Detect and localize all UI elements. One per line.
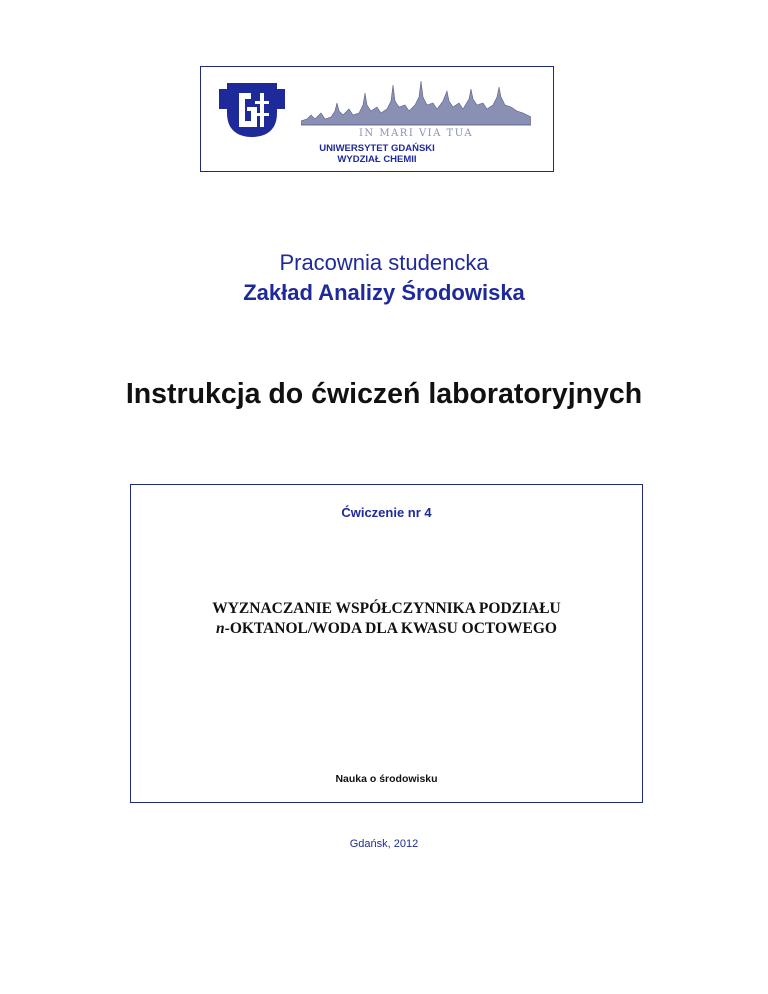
university-name: UNIWERSYTET GDAŃSKI [319, 143, 435, 154]
exercise-box [130, 484, 643, 803]
exercise-title-line2 [131, 619, 642, 639]
document-title: Instrukcja do ćwiczeń laboratoryjnych [125, 378, 643, 410]
course-name: Nauka o środowisku [335, 773, 438, 785]
faculty-name: WYDZIAŁ CHEMII [337, 154, 417, 165]
exercise-title [131, 599, 642, 639]
exercise-title-n: n [216, 620, 225, 637]
university-logo [219, 79, 285, 137]
university-name-block [201, 143, 553, 165]
place-date: Gdańsk, 2012 [349, 838, 419, 850]
university-header [200, 66, 554, 172]
exercise-number: Ćwiczenie nr 4 [341, 505, 432, 520]
exercise-title-line2-rest: -OKTANOL/WODA DLA KWASU OCTOWEGO [224, 620, 557, 637]
gdansk-skyline-image [301, 75, 531, 139]
lab-title: Pracownia studencka [279, 250, 489, 275]
exercise-title-line1: WYZNACZANIE WSPÓŁCZYNNIKA PODZIAŁU [212, 600, 561, 617]
motto-text: IN MARI VIA TUA [358, 128, 474, 139]
department-title: Zakład Analizy Środowiska [243, 280, 525, 305]
